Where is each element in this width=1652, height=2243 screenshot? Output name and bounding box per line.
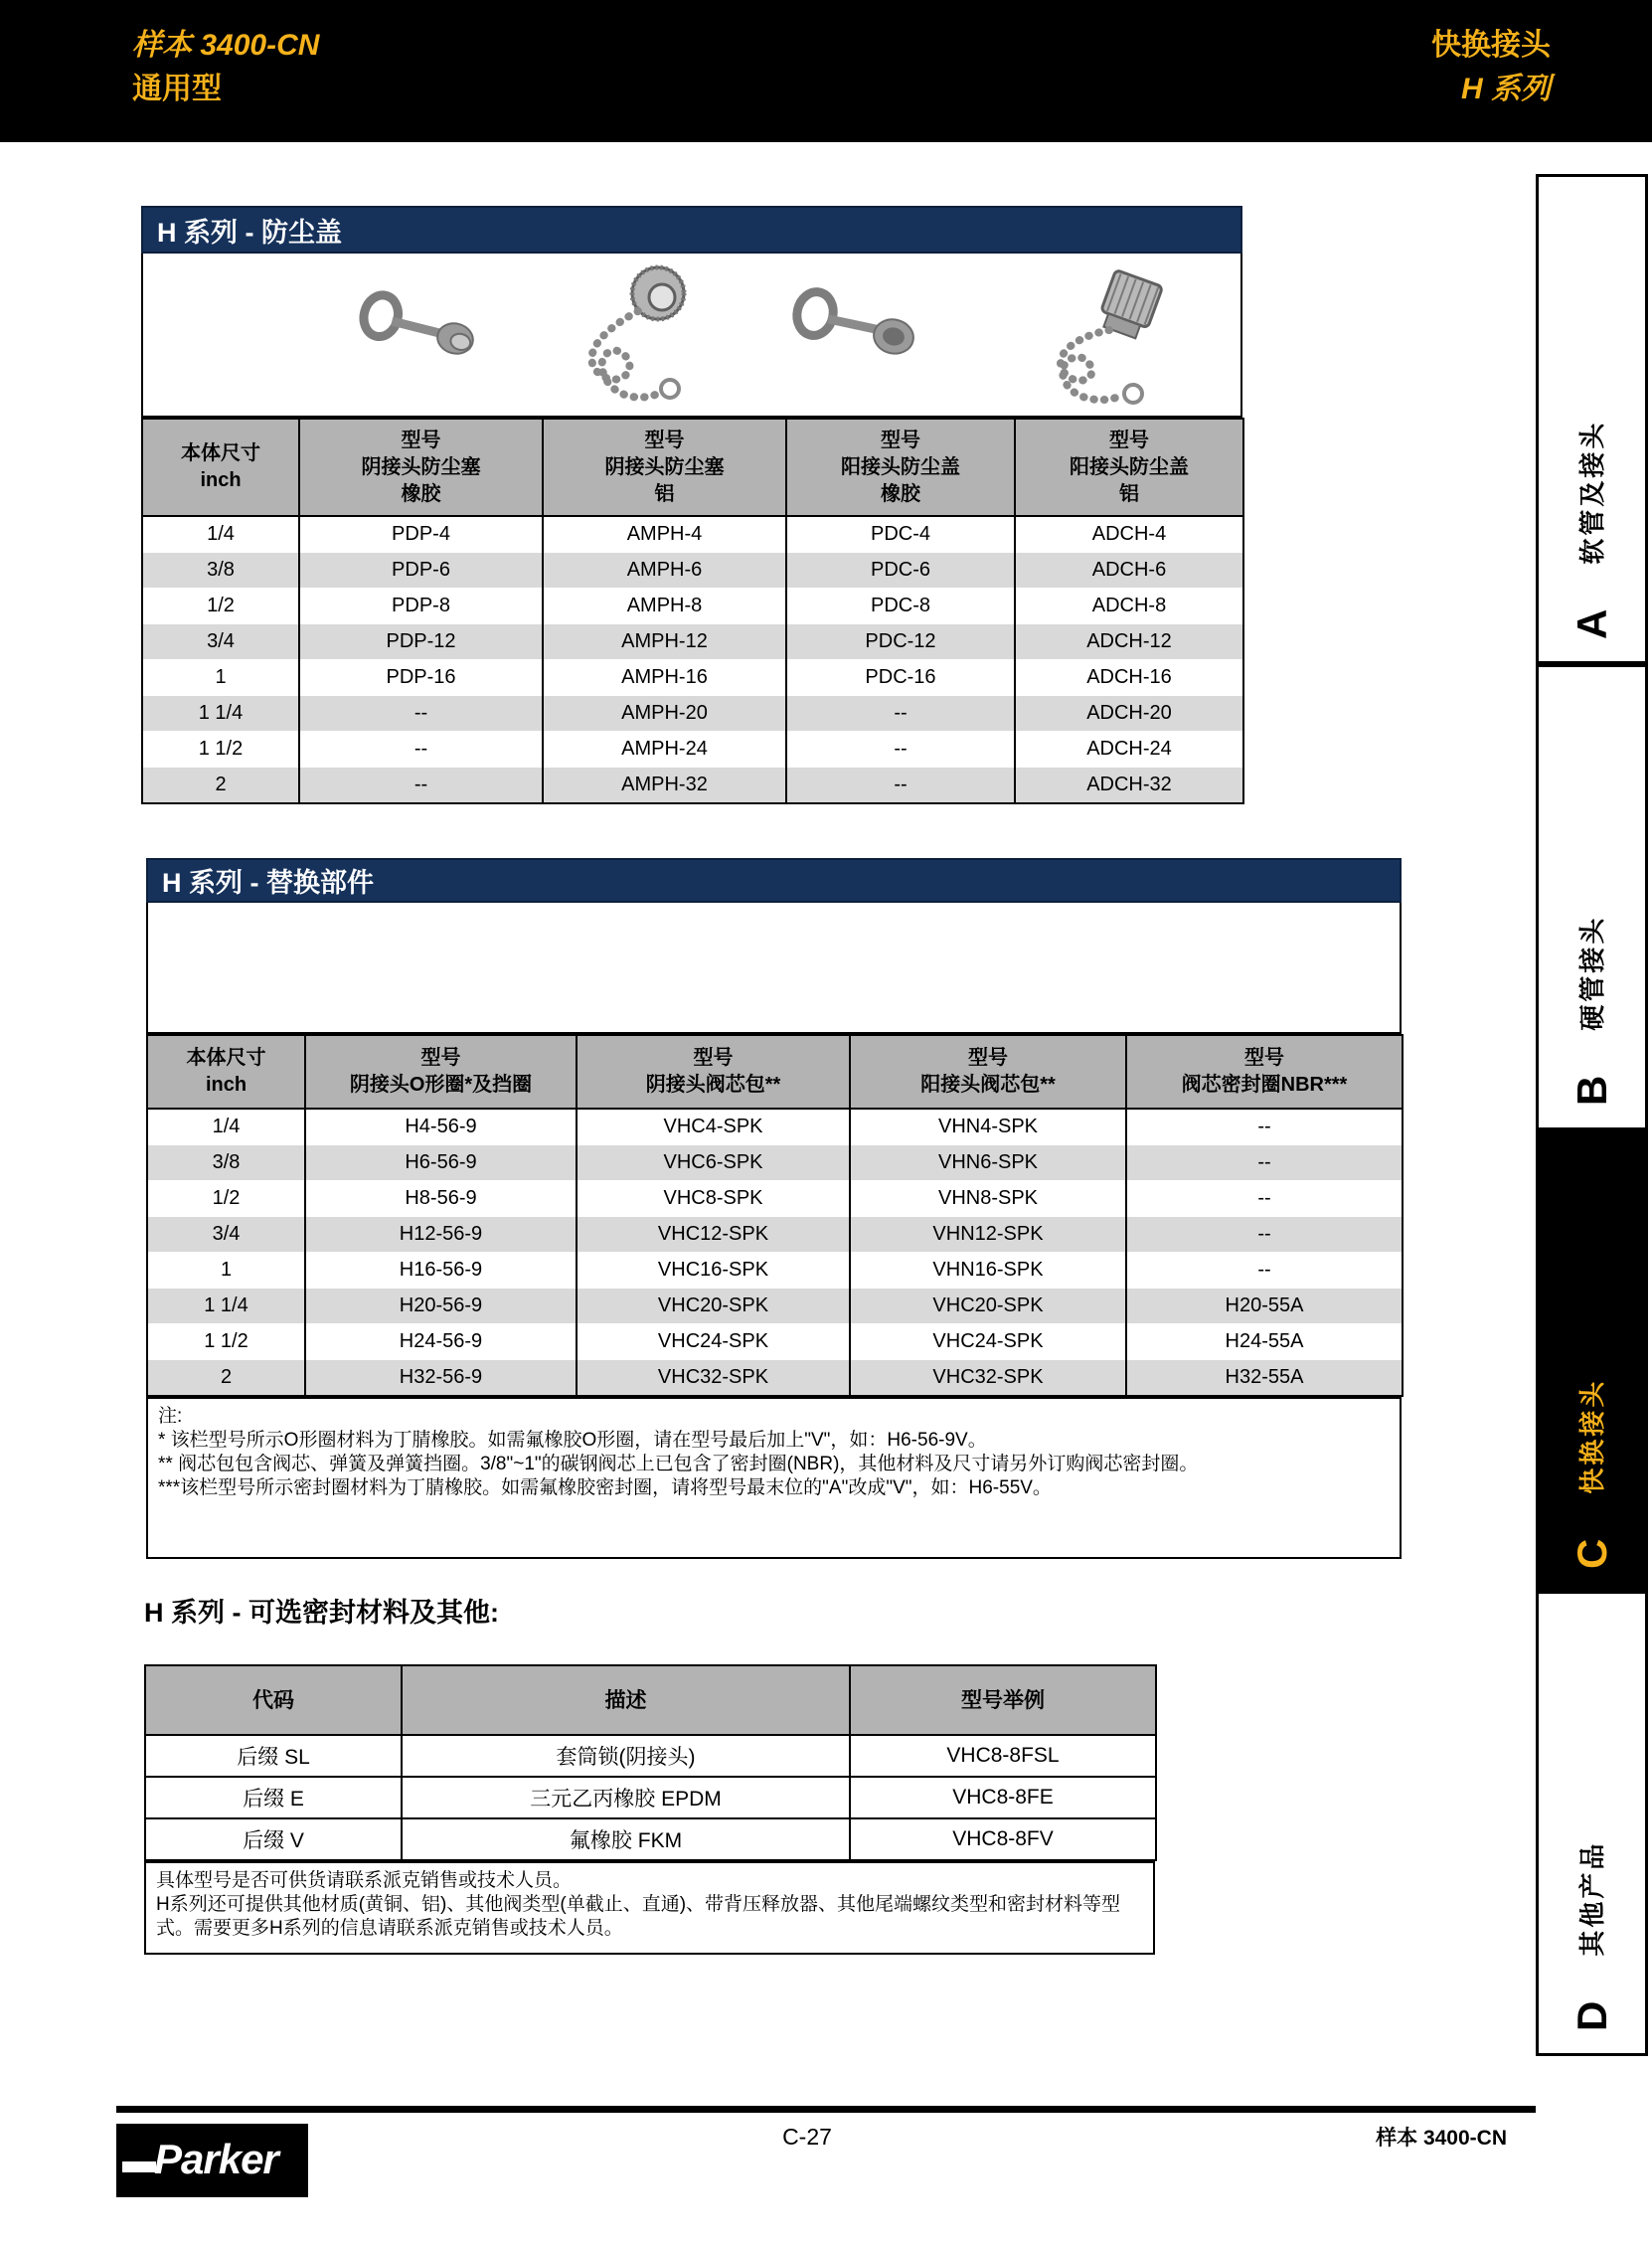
table-row [145,1777,1156,1818]
table-cell: -- [299,696,543,732]
table-cell: -- [1126,1109,1403,1145]
table-cell: VHN16-SPK [850,1253,1126,1289]
table-cell: VHN8-SPK [850,1181,1126,1217]
table-row [142,696,1243,732]
table-cell: VHC4-SPK [577,1109,850,1145]
table-cell: 1/4 [142,516,299,553]
column-header: 型号 阴接头O形圈*及挡圈 [305,1035,577,1109]
table-cell: H32-55A [1126,1360,1403,1397]
dust-cap-table [141,418,1244,804]
table-cell: VHN12-SPK [850,1217,1126,1253]
table-cell: H20-55A [1126,1289,1403,1324]
sidebar-tab-letter: A [1568,608,1615,639]
table-cell: VHN6-SPK [850,1145,1126,1181]
table-cell: 1/4 [147,1109,305,1145]
column-header: 型号 阴接头阀芯包** [577,1035,850,1109]
table-cell: PDP-12 [299,624,543,660]
table-cell: VHC8-SPK [577,1181,850,1217]
section-banner [141,206,1242,254]
table-cell: AMPH-16 [543,660,786,696]
sidebar-tab-text: 其他产品 [1576,1840,1607,1957]
table-cell: 套筒锁(阴接头) [402,1735,850,1777]
table-row [142,732,1243,768]
table-cell: PDP-16 [299,660,543,696]
table-header-row [145,1665,1156,1735]
table-cell: ADCH-20 [1015,696,1243,732]
table-row [142,553,1243,589]
table-cell: H24-55A [1126,1324,1403,1360]
table-cell: H20-56-9 [305,1289,577,1324]
parker-logo-text: Parker [154,2136,278,2182]
parker-logo-chute [122,2161,156,2172]
table-cell: VHC20-SPK [850,1289,1126,1324]
table-row [147,1289,1403,1324]
table-cell: AMPH-12 [543,624,786,660]
table-cell: H12-56-9 [305,1217,577,1253]
table-row [147,1145,1403,1181]
sidebar-tab-label [1569,421,1615,639]
sidebar-tab-text: 硬管接头 [1576,915,1607,1031]
table-row [145,1735,1156,1777]
table-cell: -- [1126,1145,1403,1181]
sidebar-tab-label [1569,1841,1615,2031]
table-cell: 后缀 E [145,1777,402,1818]
header-left-block [132,24,319,111]
table-cell: -- [1126,1253,1403,1289]
male-rubber-dust-cap-image [789,283,928,373]
table-cell: 3/8 [147,1145,305,1181]
table-cell: PDP-6 [299,553,543,589]
sidebar-tab-letter: B [1568,1075,1615,1106]
table-cell: AMPH-8 [543,589,786,624]
table-row [142,516,1243,553]
replacement-parts-section [146,858,1402,1559]
table-cell: -- [786,768,1015,804]
table-row [142,768,1243,804]
blank-image-strip [146,903,1402,1034]
column-header: 型号 阳接头阀芯包** [850,1035,1126,1109]
table-cell: 3/4 [147,1217,305,1253]
table-cell: VHC24-SPK [577,1324,850,1360]
column-header: 代码 [145,1665,402,1735]
table-cell: VHN4-SPK [850,1109,1126,1145]
footer-catalog-ref: 样本 3400-CN [1376,2127,1507,2150]
footnote-line: 注: [158,1406,183,1427]
female-aluminum-dust-plug-image [561,261,700,411]
column-header: 型号 阳接头防尘盖 铝 [1015,419,1243,516]
table-cell: H8-56-9 [305,1181,577,1217]
table-cell: -- [1126,1181,1403,1217]
footnote-line: ***该栏型号所示密封圈材料为丁腈橡胶。如需氟橡胶密封圈，请将型号最末位的"A"改成"V"，如：H6-55V。 [158,1477,1052,1498]
table-cell: ADCH-16 [1015,660,1243,696]
table-cell: AMPH-4 [543,516,786,553]
table-cell: H32-56-9 [305,1360,577,1397]
table-cell: PDP-4 [299,516,543,553]
sidebar-tab-hose-fittings [1536,174,1648,664]
table-cell: PDC-16 [786,660,1015,696]
table-row [147,1181,1403,1217]
table-cell: 1 1/4 [147,1289,305,1324]
table-cell: ADCH-32 [1015,768,1243,804]
sidebar-tab-letter: C [1568,1538,1615,1569]
footer-rule [116,2106,1536,2113]
availability-note-box [144,1861,1155,1955]
table-cell: 氟橡胶 FKM [402,1818,850,1860]
table-cell: VHC8-8FE [850,1777,1156,1818]
table-cell: AMPH-24 [543,732,786,768]
table-cell: H16-56-9 [305,1253,577,1289]
table-cell: 2 [142,768,299,804]
table-cell: -- [786,696,1015,732]
sidebar-tab-text: 快换接头 [1576,1378,1607,1494]
female-rubber-dust-plug-image [357,288,486,373]
replacement-parts-table [146,1034,1404,1397]
column-header: 本体尺寸 inch [142,419,299,516]
table-cell: 1 1/4 [142,696,299,732]
table-cell: PDC-6 [786,553,1015,589]
table-row [147,1217,1403,1253]
page-number: C-27 [782,2124,832,2150]
male-aluminum-dust-cap-image [1018,259,1177,413]
page-header-bar [0,0,1652,142]
optional-materials-table [144,1664,1157,1861]
optional-materials-section [144,1664,1155,1955]
header-right-block [1431,24,1551,111]
table-cell: -- [1126,1217,1403,1253]
note-line: H系列还可提供其他材质(黄铜、铝)、其他阀类型(单截止、直通)、带背压释放器、其他尾端螺纹类型和密封材料等型式。需要更多H系列的信息请联系派克销售或技术人员。 [156,1894,1121,1939]
catalog-subtitle: 通用型 [132,73,222,105]
note-line: 具体型号是否可供货请联系派克销售或技术人员。 [156,1870,573,1891]
parker-logo [116,2124,308,2197]
chapter-title: 快换接头 [1431,29,1551,62]
table-header-row [147,1035,1403,1109]
table-cell: 1 1/2 [147,1324,305,1360]
table-cell: VHC32-SPK [850,1360,1126,1397]
table-row [147,1109,1403,1145]
table-row [142,660,1243,696]
table-row [147,1360,1403,1397]
table-cell: 三元乙丙橡胶 EPDM [402,1777,850,1818]
table-cell: VHC16-SPK [577,1253,850,1289]
table-cell: 1 [142,660,299,696]
table-cell: 3/8 [142,553,299,589]
table-cell: ADCH-4 [1015,516,1243,553]
table-row [147,1253,1403,1289]
table-cell: VHC24-SPK [850,1324,1126,1360]
table-cell: VHC12-SPK [577,1217,850,1253]
table-cell: ADCH-24 [1015,732,1243,768]
section-banner [146,858,1402,903]
column-header: 型号举例 [850,1665,1156,1735]
column-header: 本体尺寸 inch [147,1035,305,1109]
optional-materials-heading: H 系列 - 可选密封材料及其他: [144,1598,499,1628]
footnote-line: ** 阀芯包包含阀芯、弹簧及弹簧挡圈。3/8"~1"的碳钢阀芯上已包含了密封圈(NBR)，其他材料及尺寸请另外订购阀芯密封圈。 [158,1454,1199,1474]
table-cell: H24-56-9 [305,1324,577,1360]
table-cell: 1 [147,1253,305,1289]
table-cell: PDC-8 [786,589,1015,624]
table-cell: H6-56-9 [305,1145,577,1181]
sidebar-tab-label [1569,1379,1615,1569]
table-row [142,589,1243,624]
sidebar-tab-text: 软管及接头 [1576,420,1607,565]
table-cell: 后缀 V [145,1818,402,1860]
column-header: 描述 [402,1665,850,1735]
table-cell: -- [299,768,543,804]
section-banner-title: H 系列 - 替换部件 [162,868,374,898]
table-cell: 1 1/2 [142,732,299,768]
series-title: H 系列 [1461,73,1551,105]
table-cell: 后缀 SL [145,1735,402,1777]
sidebar-tab-tube-fittings [1536,664,1648,1130]
column-header: 型号 阴接头防尘塞 铝 [543,419,786,516]
table-cell: ADCH-6 [1015,553,1243,589]
table-cell: AMPH-20 [543,696,786,732]
table-row [142,624,1243,660]
table-cell: VHC8-8FV [850,1818,1156,1860]
table-row [147,1324,1403,1360]
table-row [145,1818,1156,1860]
table-cell: H4-56-9 [305,1109,577,1145]
table-cell: PDP-8 [299,589,543,624]
dust-cap-table-section [141,206,1242,804]
table-cell: ADCH-12 [1015,624,1243,660]
column-header: 型号 阳接头防尘盖 橡胶 [786,419,1015,516]
sidebar-tab-label [1569,916,1615,1106]
table-cell: ADCH-8 [1015,589,1243,624]
table-cell: PDC-12 [786,624,1015,660]
table-cell: AMPH-32 [543,768,786,804]
column-header: 型号 阀芯密封圈NBR*** [1126,1035,1403,1109]
catalog-title: 样本 3400-CN [132,29,320,62]
table-cell: VHC6-SPK [577,1145,850,1181]
sidebar-tab-quick-couplings [1536,1130,1648,1591]
sidebar-tab-letter: D [1568,2000,1615,2031]
table-cell: -- [786,732,1015,768]
section-banner-title: H 系列 - 防尘盖 [157,217,342,248]
footnote-line: * 该栏型号所示O形圈材料为丁腈橡胶。如需氟橡胶O形圈，请在型号最后加上"V"，如：H6-56-9V。 [158,1430,987,1451]
column-header: 型号 阴接头防尘塞 橡胶 [299,419,543,516]
product-image-strip [141,254,1242,418]
table-cell: VHC32-SPK [577,1360,850,1397]
table-cell: 1/2 [142,589,299,624]
table-header-row [142,419,1243,516]
table-cell: 3/4 [142,624,299,660]
table-cell: 2 [147,1360,305,1397]
footnotes-box [146,1397,1402,1559]
sidebar-tab-other-products [1536,1591,1648,2056]
table-cell: -- [299,732,543,768]
table-cell: 1/2 [147,1181,305,1217]
table-cell: VHC8-8FSL [850,1735,1156,1777]
table-cell: AMPH-6 [543,553,786,589]
table-cell: VHC20-SPK [577,1289,850,1324]
table-cell: PDC-4 [786,516,1015,553]
